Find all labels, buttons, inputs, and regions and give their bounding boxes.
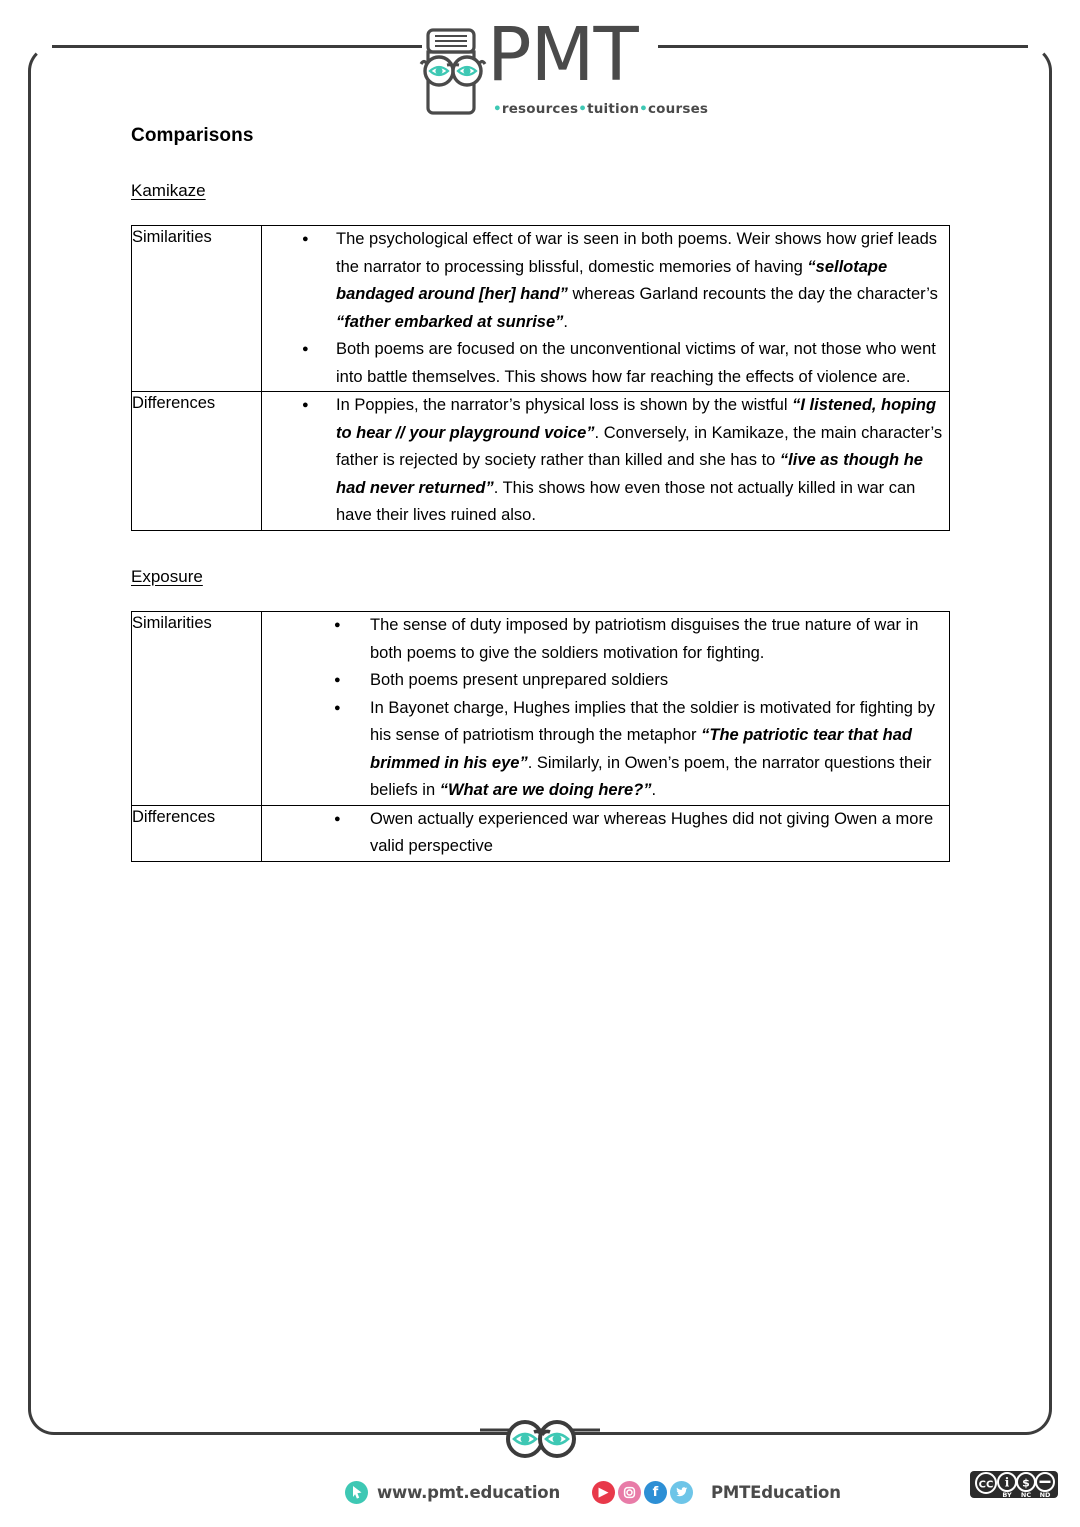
tagline-item-resources: resources xyxy=(501,101,579,117)
table-row xyxy=(132,226,950,392)
text-run: Owen actually experienced war whereas Hughes did not giving Owen a more valid perspective xyxy=(370,809,934,856)
section-heading-exposure: Exposure xyxy=(131,567,203,587)
tagline-dot: • xyxy=(493,101,502,117)
sections-container xyxy=(131,181,951,862)
text-run: The psychological effect of war is seen in both poems. Weir shows how grief leads the narrator to processing blissful, domestic memories of having xyxy=(336,230,938,276)
list-item xyxy=(262,612,949,667)
row-content xyxy=(262,805,950,861)
logo-tagline xyxy=(493,101,708,117)
tagline-dot: • xyxy=(639,101,648,117)
text-run: . Conversely, in Kamikaze, the main character’s father is rejected by society rather than killed and she has to xyxy=(336,423,943,470)
text-run: In Bayonet charge, Hughes implies that the soldier is motivated for fighting by his sense of patriotism through the metaphor xyxy=(370,698,935,745)
text-run: The sense of duty imposed by patriotism disguises the true nature of war in both poems to give the soldiers motivation for fighting. xyxy=(370,616,919,662)
row-content xyxy=(262,226,950,392)
row-label-similarities: Similarities xyxy=(132,226,262,392)
page-border-top-left xyxy=(52,45,422,48)
svg-text:CC: CC xyxy=(978,1479,994,1491)
social-links xyxy=(592,1481,693,1504)
cc-by-nc-nd-badge[interactable] xyxy=(968,1468,1060,1501)
list-item xyxy=(262,806,949,861)
row-content xyxy=(262,612,950,806)
bullet-list xyxy=(262,806,949,861)
page-border-top-right xyxy=(658,45,1028,48)
youtube-icon[interactable]: ▶ xyxy=(592,1481,615,1504)
comparison-table-exposure xyxy=(131,611,950,862)
glasses-icon xyxy=(480,1418,600,1460)
website-link[interactable] xyxy=(345,1481,560,1504)
list-item xyxy=(262,392,949,530)
svg-text:i: i xyxy=(1004,1475,1010,1490)
svg-text:$: $ xyxy=(1022,1476,1030,1490)
table-row xyxy=(132,805,950,861)
cursor-circle-icon xyxy=(345,1481,368,1504)
cc-term-nd: ND xyxy=(1039,1491,1051,1499)
row-label-differences: Differences xyxy=(132,392,262,531)
quotation: “live as though he had never returned” xyxy=(336,451,923,497)
tagline-dot: • xyxy=(578,101,588,117)
instagram-icon[interactable] xyxy=(618,1481,641,1504)
list-item xyxy=(262,226,949,336)
tagline-item-tuition: tuition xyxy=(587,101,640,117)
row-label-similarities: Similarities xyxy=(132,612,262,806)
quotation: “What are we doing here?” xyxy=(439,781,652,800)
social-handle-label: PMTEducation xyxy=(711,1482,841,1502)
quotation: “sellotape bandaged around [her] hand” xyxy=(336,257,888,304)
bullet-list xyxy=(262,392,949,530)
text-run: . This shows how even those not actually killed in war can have their lives ruined also. xyxy=(336,478,916,525)
list-item xyxy=(262,667,949,695)
twitter-icon[interactable] xyxy=(670,1481,693,1504)
text-run: . xyxy=(563,312,569,331)
text-run: In Poppies, the narrator’s physical loss is shown by the wistful xyxy=(336,396,793,415)
cc-term-by: BY xyxy=(1002,1491,1012,1499)
bullet-list xyxy=(262,612,949,805)
cc-term-nc: NC xyxy=(1020,1491,1032,1499)
text-run: . Similarly, in Owen’s poem, the narrator questions their beliefs in xyxy=(370,753,932,800)
table-row xyxy=(132,392,950,531)
text-run: Both poems are focused on the unconventional victims of war, not those who went into battle themselves. This shows how far reaching the effects of violence are. xyxy=(336,340,936,386)
facebook-icon[interactable]: f xyxy=(644,1481,667,1504)
row-content xyxy=(262,392,950,531)
list-item xyxy=(262,695,949,805)
comparison-table-kamikaze xyxy=(131,225,950,531)
row-label-differences: Differences xyxy=(132,805,262,861)
footer xyxy=(0,1470,1080,1514)
page-title: Comparisons xyxy=(131,125,254,146)
table-row xyxy=(132,612,950,806)
section-heading-kamikaze: Kamikaze xyxy=(131,181,206,200)
book-with-glasses-icon xyxy=(419,28,487,116)
text-run: Both poems present unprepared soldiers xyxy=(370,671,669,690)
quotation: “father embarked at sunrise” xyxy=(336,312,564,331)
list-item xyxy=(262,336,949,391)
quotation: “I listened, hoping to hear // your playground voice” xyxy=(336,396,937,442)
text-run: . xyxy=(651,781,657,800)
bullet-list xyxy=(262,226,949,391)
website-label: www.pmt.education xyxy=(377,1482,560,1502)
text-run: whereas Garland recounts the day the character’s xyxy=(567,285,938,304)
tagline-item-courses: courses xyxy=(647,101,709,117)
document-body xyxy=(131,125,951,862)
pmt-logo xyxy=(415,12,709,121)
quotation: “The patriotic tear that had brimmed in his eye” xyxy=(370,726,912,772)
logo-wordmark: PMT xyxy=(487,12,638,98)
